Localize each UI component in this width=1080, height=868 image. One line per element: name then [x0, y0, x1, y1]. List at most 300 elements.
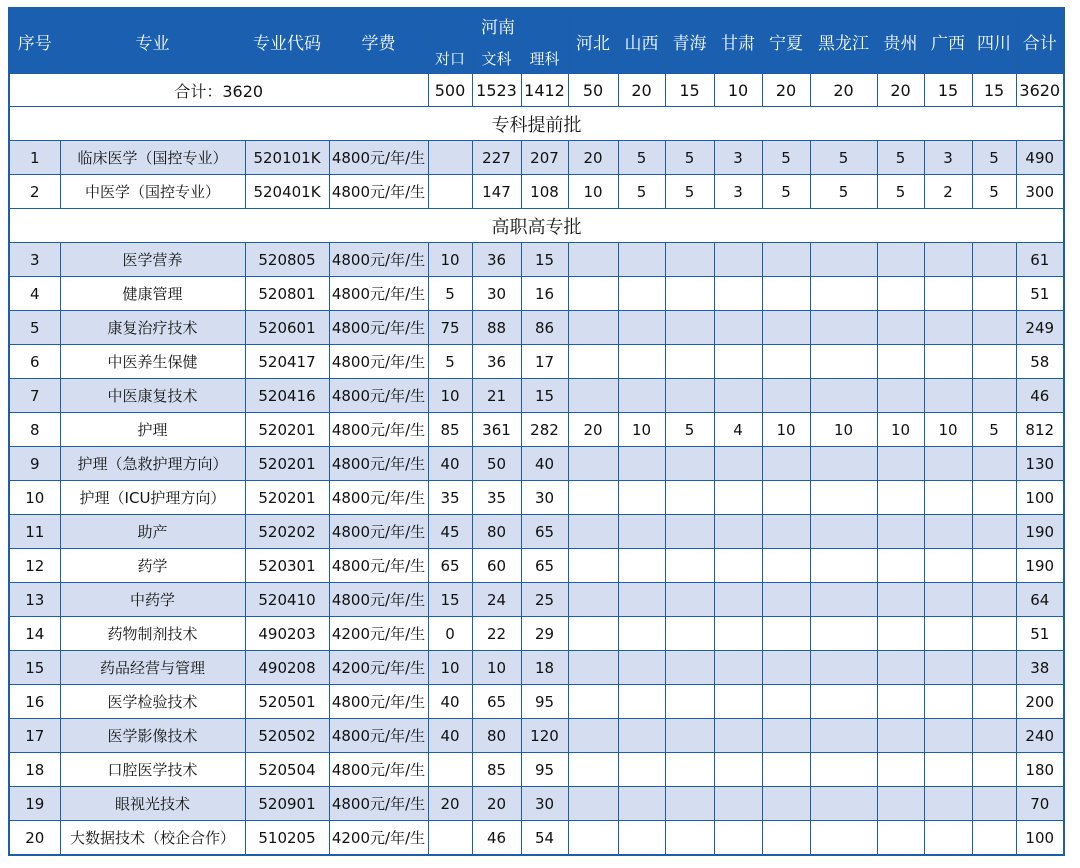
henan-like: 108	[521, 175, 568, 209]
section-title: 高职高专批	[9, 209, 1064, 243]
major-code: 520417	[245, 345, 329, 379]
henan-like: 30	[521, 481, 568, 515]
province-quota: 5	[665, 413, 714, 447]
row-number: 4	[9, 277, 60, 311]
province-quota	[714, 753, 762, 787]
province-quota	[810, 447, 877, 481]
province-quota	[972, 617, 1016, 651]
henan-duikou: 5	[428, 277, 472, 311]
major-name: 中医养生保健	[60, 345, 245, 379]
province-quota: 5	[618, 175, 665, 209]
province-quota	[810, 345, 877, 379]
tuition-fee: 4800元/年/生	[329, 719, 428, 753]
major-code: 520301	[245, 549, 329, 583]
major-code: 520801	[245, 277, 329, 311]
henan-duikou: 45	[428, 515, 472, 549]
province-quota	[714, 651, 762, 685]
province-quota	[568, 243, 618, 277]
henan-wenke: 227	[472, 141, 521, 175]
province-quota	[972, 311, 1016, 345]
province-quota	[762, 481, 810, 515]
province-quota	[665, 617, 714, 651]
table-row	[9, 141, 1064, 175]
major-code: 520601	[245, 311, 329, 345]
province-quota	[810, 515, 877, 549]
province-quota: 10	[762, 413, 810, 447]
henan-wenke: 35	[472, 481, 521, 515]
table-row	[9, 413, 1064, 447]
row-total: 300	[1016, 175, 1064, 209]
henan-wenke: 65	[472, 685, 521, 719]
table-row	[9, 549, 1064, 583]
province-quota: 3	[714, 175, 762, 209]
province-quota: 3	[714, 141, 762, 175]
header-fee: 学费	[329, 8, 428, 74]
province-quota	[810, 685, 877, 719]
tuition-fee: 4800元/年/生	[329, 345, 428, 379]
table-row	[9, 379, 1064, 413]
province-quota	[665, 753, 714, 787]
province-quota	[618, 549, 665, 583]
province-quota	[924, 719, 972, 753]
row-total: 130	[1016, 447, 1064, 481]
province-quota	[568, 821, 618, 856]
province-quota	[665, 583, 714, 617]
tuition-fee: 4800元/年/生	[329, 311, 428, 345]
row-number: 13	[9, 583, 60, 617]
henan-duikou: 10	[428, 243, 472, 277]
henan-wenke: 20	[472, 787, 521, 821]
table-row	[9, 243, 1064, 277]
henan-like: 30	[521, 787, 568, 821]
major-name: 护理（急救护理方向）	[60, 447, 245, 481]
henan-duikou: 35	[428, 481, 472, 515]
henan-wenke: 50	[472, 447, 521, 481]
major-code: 520416	[245, 379, 329, 413]
row-number: 10	[9, 481, 60, 515]
header-henan-duikou: 对口	[428, 43, 472, 74]
province-quota	[877, 617, 924, 651]
province-quota	[762, 277, 810, 311]
henan-like: 18	[521, 651, 568, 685]
province-quota: 10	[924, 413, 972, 447]
table-row	[9, 719, 1064, 753]
province-quota	[618, 447, 665, 481]
province-quota	[714, 549, 762, 583]
province-quota	[714, 311, 762, 345]
province-quota	[618, 787, 665, 821]
province-quota	[665, 549, 714, 583]
province-quota: 5	[972, 175, 1016, 209]
major-name: 医学检验技术	[60, 685, 245, 719]
header-province: 宁夏	[762, 8, 810, 74]
province-quota	[877, 651, 924, 685]
header-seq: 序号	[9, 8, 60, 74]
table-row	[9, 651, 1064, 685]
totals-value: 15	[665, 74, 714, 107]
table-row	[9, 481, 1064, 515]
major-code: 520501	[245, 685, 329, 719]
province-quota: 10	[877, 413, 924, 447]
henan-wenke: 60	[472, 549, 521, 583]
totals-value: 1523	[472, 74, 521, 107]
header-henan-like: 理科	[521, 43, 568, 74]
province-quota	[810, 311, 877, 345]
province-quota	[972, 481, 1016, 515]
henan-duikou: 75	[428, 311, 472, 345]
province-quota	[972, 549, 1016, 583]
header-province: 四川	[972, 8, 1016, 74]
henan-like: 25	[521, 583, 568, 617]
province-quota	[618, 515, 665, 549]
province-quota	[924, 447, 972, 481]
row-number: 15	[9, 651, 60, 685]
major-code: 510205	[245, 821, 329, 856]
province-quota	[972, 787, 1016, 821]
province-quota	[924, 311, 972, 345]
province-quota	[810, 481, 877, 515]
row-total: 70	[1016, 787, 1064, 821]
province-quota	[568, 583, 618, 617]
header-province: 甘肃	[714, 8, 762, 74]
henan-wenke: 80	[472, 515, 521, 549]
henan-wenke: 88	[472, 311, 521, 345]
henan-duikou: 15	[428, 583, 472, 617]
henan-like: 86	[521, 311, 568, 345]
row-number: 19	[9, 787, 60, 821]
province-quota	[568, 379, 618, 413]
province-quota	[714, 583, 762, 617]
tuition-fee: 4800元/年/生	[329, 413, 428, 447]
header-province: 贵州	[877, 8, 924, 74]
province-quota: 3	[924, 141, 972, 175]
province-quota	[618, 685, 665, 719]
province-quota	[665, 685, 714, 719]
province-quota	[972, 345, 1016, 379]
row-total: 190	[1016, 515, 1064, 549]
province-quota	[972, 821, 1016, 856]
province-quota: 5	[877, 141, 924, 175]
row-total: 200	[1016, 685, 1064, 719]
province-quota	[877, 753, 924, 787]
province-quota	[568, 685, 618, 719]
major-code: 520901	[245, 787, 329, 821]
province-quota	[877, 277, 924, 311]
henan-wenke: 10	[472, 651, 521, 685]
province-quota	[972, 515, 1016, 549]
henan-wenke: 30	[472, 277, 521, 311]
province-quota	[924, 617, 972, 651]
province-quota	[877, 685, 924, 719]
province-quota	[877, 447, 924, 481]
major-code: 520201	[245, 447, 329, 481]
row-total: 46	[1016, 379, 1064, 413]
province-quota	[810, 617, 877, 651]
major-name: 大数据技术（校企合作）	[60, 821, 245, 856]
major-code: 520401K	[245, 175, 329, 209]
province-quota	[762, 787, 810, 821]
major-code: 490208	[245, 651, 329, 685]
province-quota	[714, 685, 762, 719]
major-name: 健康管理	[60, 277, 245, 311]
table-row	[9, 821, 1064, 856]
row-number: 9	[9, 447, 60, 481]
province-quota	[972, 753, 1016, 787]
province-quota	[568, 787, 618, 821]
totals-row	[9, 74, 1064, 107]
tuition-fee: 4800元/年/生	[329, 685, 428, 719]
province-quota	[924, 651, 972, 685]
province-quota	[665, 447, 714, 481]
province-quota	[618, 719, 665, 753]
province-quota	[714, 787, 762, 821]
row-number: 17	[9, 719, 60, 753]
row-number: 18	[9, 753, 60, 787]
tuition-fee: 4800元/年/生	[329, 447, 428, 481]
henan-duikou: 40	[428, 685, 472, 719]
henan-duikou	[428, 175, 472, 209]
row-total: 190	[1016, 549, 1064, 583]
henan-wenke: 85	[472, 753, 521, 787]
province-quota	[618, 583, 665, 617]
henan-duikou	[428, 753, 472, 787]
province-quota	[618, 345, 665, 379]
province-quota	[762, 685, 810, 719]
major-name: 助产	[60, 515, 245, 549]
section-row	[9, 107, 1064, 141]
province-quota	[924, 277, 972, 311]
henan-duikou: 10	[428, 379, 472, 413]
tuition-fee: 4800元/年/生	[329, 481, 428, 515]
table-row	[9, 583, 1064, 617]
province-quota	[877, 821, 924, 856]
row-total: 180	[1016, 753, 1064, 787]
row-number: 14	[9, 617, 60, 651]
henan-like: 120	[521, 719, 568, 753]
province-quota	[924, 379, 972, 413]
totals-value: 500	[428, 74, 472, 107]
province-quota	[665, 345, 714, 379]
province-quota	[924, 753, 972, 787]
province-quota	[924, 243, 972, 277]
province-quota	[877, 345, 924, 379]
province-quota	[618, 311, 665, 345]
province-quota	[568, 651, 618, 685]
row-total: 240	[1016, 719, 1064, 753]
henan-like: 65	[521, 515, 568, 549]
province-quota	[762, 243, 810, 277]
henan-duikou: 20	[428, 787, 472, 821]
table-row	[9, 447, 1064, 481]
row-number: 20	[9, 821, 60, 856]
row-total: 38	[1016, 651, 1064, 685]
province-quota	[924, 515, 972, 549]
header-row	[9, 8, 1064, 43]
tuition-fee: 4800元/年/生	[329, 175, 428, 209]
province-quota	[714, 447, 762, 481]
tuition-fee: 4200元/年/生	[329, 651, 428, 685]
province-quota	[877, 379, 924, 413]
tuition-fee: 4800元/年/生	[329, 787, 428, 821]
header-province: 河北	[568, 8, 618, 74]
province-quota: 5	[762, 175, 810, 209]
henan-duikou: 40	[428, 719, 472, 753]
row-number: 2	[9, 175, 60, 209]
major-name: 临床医学（国控专业）	[60, 141, 245, 175]
province-quota	[810, 549, 877, 583]
province-quota: 5	[877, 175, 924, 209]
province-quota	[665, 515, 714, 549]
province-quota	[762, 583, 810, 617]
province-quota: 5	[762, 141, 810, 175]
major-code: 520502	[245, 719, 329, 753]
tuition-fee: 4800元/年/生	[329, 277, 428, 311]
major-code: 520504	[245, 753, 329, 787]
major-code: 490203	[245, 617, 329, 651]
tuition-fee: 4800元/年/生	[329, 753, 428, 787]
province-quota	[568, 447, 618, 481]
province-quota	[714, 481, 762, 515]
row-total: 51	[1016, 617, 1064, 651]
totals-value: 10	[714, 74, 762, 107]
province-quota	[665, 481, 714, 515]
row-total: 812	[1016, 413, 1064, 447]
province-quota	[762, 719, 810, 753]
province-quota	[618, 821, 665, 856]
section-row	[9, 209, 1064, 243]
province-quota	[665, 277, 714, 311]
province-quota	[762, 311, 810, 345]
province-quota: 5	[972, 141, 1016, 175]
province-quota	[924, 481, 972, 515]
province-quota	[665, 719, 714, 753]
row-total: 100	[1016, 821, 1064, 856]
major-code: 520410	[245, 583, 329, 617]
header-province: 山西	[618, 8, 665, 74]
row-total: 100	[1016, 481, 1064, 515]
province-quota	[762, 651, 810, 685]
row-number: 5	[9, 311, 60, 345]
tuition-fee: 4200元/年/生	[329, 821, 428, 856]
province-quota	[877, 515, 924, 549]
section-title: 专科提前批	[9, 107, 1064, 141]
totals-value: 15	[924, 74, 972, 107]
province-quota	[810, 719, 877, 753]
henan-wenke: 36	[472, 345, 521, 379]
row-number: 8	[9, 413, 60, 447]
row-number: 6	[9, 345, 60, 379]
province-quota	[924, 685, 972, 719]
province-quota	[810, 651, 877, 685]
province-quota	[714, 821, 762, 856]
row-number: 16	[9, 685, 60, 719]
row-total: 61	[1016, 243, 1064, 277]
table-row	[9, 277, 1064, 311]
henan-duikou: 5	[428, 345, 472, 379]
province-quota	[877, 719, 924, 753]
header-total: 合计	[1016, 8, 1064, 74]
major-code: 520101K	[245, 141, 329, 175]
province-quota	[714, 243, 762, 277]
province-quota	[972, 685, 1016, 719]
row-total: 249	[1016, 311, 1064, 345]
province-quota	[714, 277, 762, 311]
row-number: 3	[9, 243, 60, 277]
province-quota	[810, 243, 877, 277]
province-quota	[618, 651, 665, 685]
province-quota: 2	[924, 175, 972, 209]
henan-wenke: 80	[472, 719, 521, 753]
province-quota	[568, 617, 618, 651]
major-name: 药品经营与管理	[60, 651, 245, 685]
tuition-fee: 4200元/年/生	[329, 617, 428, 651]
henan-duikou: 10	[428, 651, 472, 685]
major-name: 医学影像技术	[60, 719, 245, 753]
province-quota	[762, 549, 810, 583]
province-quota	[762, 753, 810, 787]
row-total: 58	[1016, 345, 1064, 379]
major-name: 医学营养	[60, 243, 245, 277]
henan-duikou: 0	[428, 617, 472, 651]
totals-value: 20	[618, 74, 665, 107]
henan-like: 282	[521, 413, 568, 447]
table-row	[9, 515, 1064, 549]
henan-duikou: 85	[428, 413, 472, 447]
province-quota	[665, 651, 714, 685]
province-quota: 10	[568, 175, 618, 209]
major-name: 中药学	[60, 583, 245, 617]
major-code: 520201	[245, 413, 329, 447]
province-quota	[972, 277, 1016, 311]
province-quota	[665, 787, 714, 821]
province-quota	[618, 481, 665, 515]
province-quota	[924, 583, 972, 617]
province-quota	[810, 277, 877, 311]
province-quota	[810, 753, 877, 787]
henan-wenke: 21	[472, 379, 521, 413]
province-quota: 10	[810, 413, 877, 447]
enrollment-table	[8, 7, 1065, 856]
province-quota	[714, 345, 762, 379]
province-quota	[714, 515, 762, 549]
totals-label: 合计：3620	[9, 74, 428, 107]
province-quota	[568, 549, 618, 583]
major-name: 药物制剂技术	[60, 617, 245, 651]
row-number: 7	[9, 379, 60, 413]
henan-wenke: 361	[472, 413, 521, 447]
province-quota	[568, 719, 618, 753]
province-quota	[714, 617, 762, 651]
header-henan: 河南	[428, 8, 568, 43]
province-quota	[665, 243, 714, 277]
province-quota	[568, 277, 618, 311]
major-name: 药学	[60, 549, 245, 583]
henan-like: 65	[521, 549, 568, 583]
totals-value: 15	[972, 74, 1016, 107]
henan-wenke: 36	[472, 243, 521, 277]
table-row	[9, 175, 1064, 209]
henan-like: 207	[521, 141, 568, 175]
province-quota: 5	[810, 141, 877, 175]
province-quota	[810, 787, 877, 821]
province-quota	[877, 243, 924, 277]
province-quota: 5	[618, 141, 665, 175]
henan-duikou: 65	[428, 549, 472, 583]
province-quota	[877, 583, 924, 617]
henan-duikou	[428, 141, 472, 175]
totals-value: 20	[877, 74, 924, 107]
province-quota	[972, 583, 1016, 617]
